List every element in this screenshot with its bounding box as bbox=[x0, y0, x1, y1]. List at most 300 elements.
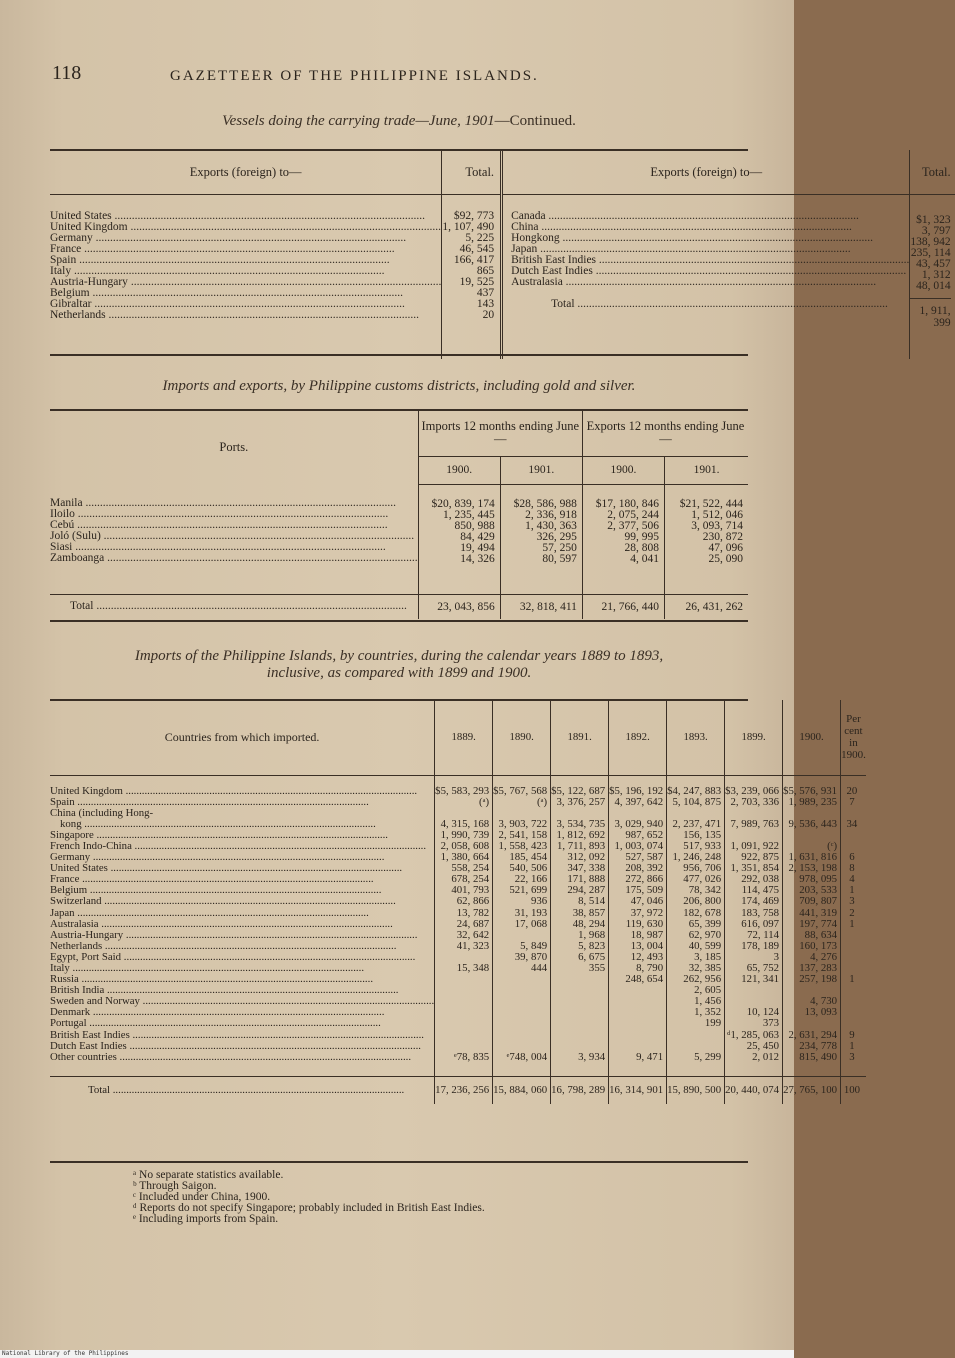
table3-row-country: United Kingdom ..... bbox=[50, 786, 434, 797]
table1-col2-header: Total. bbox=[442, 150, 502, 195]
table3-cell: 5, 823 bbox=[578, 939, 606, 952]
table2-exp-1901-header: 1901. bbox=[665, 456, 749, 484]
table3-cell: 2, 631, 294 bbox=[788, 1028, 838, 1041]
footnote-d: ᵈ Reports do not specify Singapore; probably included in British East Indies. bbox=[133, 1202, 485, 1214]
table3-col-1893 bbox=[667, 775, 725, 1076]
table3-cell: 1, 246, 248 bbox=[672, 851, 722, 864]
table3-cell: 558, 254 bbox=[451, 862, 490, 875]
table3-cell: 262, 956 bbox=[683, 973, 722, 986]
footnote-a: ᵃ No separate statistics available. bbox=[133, 1169, 284, 1181]
table1-row-country: China ..... bbox=[511, 222, 909, 233]
table2-cell: 25, 090 bbox=[708, 552, 743, 565]
table2-row-port: Iloilo ..... bbox=[50, 509, 418, 520]
table3-cell: 65, 752 bbox=[746, 962, 780, 974]
table3-cell: 171, 888 bbox=[567, 873, 606, 886]
table1-row-total: $1, 323 bbox=[916, 214, 951, 226]
table3-cell: $5, 122, 687 bbox=[551, 784, 606, 797]
table3-cell: 3, 376, 257 bbox=[556, 795, 606, 808]
table2-row-port: Zamboanga ..... bbox=[50, 553, 418, 564]
table3-cell: 6, 675 bbox=[578, 950, 606, 963]
table1-row-total: 235, 114 bbox=[910, 247, 951, 259]
table1-caption-italic: Vessels doing the carrying trade—June, 1901 bbox=[222, 113, 495, 129]
table3-cell: 294, 287 bbox=[567, 884, 606, 897]
footnote-b: ᵇ Through Saigon. bbox=[133, 1180, 217, 1192]
table2-imp-1901-col bbox=[500, 484, 582, 595]
table2-cell: 326, 295 bbox=[536, 530, 577, 543]
table3-cell bbox=[435, 1018, 489, 1029]
table3-cell bbox=[493, 1007, 547, 1018]
table3-total-1900: 27, 765, 100 bbox=[783, 1076, 841, 1104]
table3-row-country: British India ..... bbox=[50, 985, 434, 996]
table3-cell: 936 bbox=[530, 895, 548, 908]
table3-cell: 5, 104, 875 bbox=[672, 795, 722, 808]
table3-cell: 1, 812, 692 bbox=[556, 828, 606, 841]
table3-cell: 199 bbox=[704, 1017, 722, 1030]
table3-cell: 3, 934 bbox=[578, 1050, 606, 1063]
table3-cell: (ᶜ) bbox=[827, 839, 838, 852]
table3-cell: 3 bbox=[849, 895, 855, 908]
table3-row-country: British East Indies ..... bbox=[50, 1030, 434, 1041]
table3-cell: 160, 173 bbox=[799, 939, 838, 952]
table3-cell bbox=[493, 985, 547, 996]
table2-cell: 850, 988 bbox=[454, 519, 495, 532]
table1-row-total: 48, 014 bbox=[916, 280, 951, 292]
table3-cell: 1, 711, 893 bbox=[556, 839, 606, 852]
table3-row-country: Italy ..... bbox=[50, 963, 434, 974]
table3-cell: 40, 599 bbox=[688, 939, 722, 952]
table3-total-1893: 15, 890, 500 bbox=[667, 1076, 725, 1104]
table3-percent-header: Per cent in 1900. bbox=[841, 700, 866, 775]
table3-row-country: China (including Hong- bbox=[50, 806, 154, 819]
table2-exp-1901-col bbox=[665, 484, 749, 595]
table2-imports-header: Imports 12 months ending June— bbox=[418, 410, 582, 456]
table3-cell: 1, 989, 235 bbox=[788, 795, 838, 808]
table3-cell bbox=[609, 985, 663, 996]
table3-cell: 4, 315, 168 bbox=[440, 817, 490, 830]
table3-cell: 2, 153, 198 bbox=[788, 862, 838, 875]
table2-total-imp-1900: 23, 043, 856 bbox=[418, 595, 500, 619]
table3-cell: 32, 385 bbox=[688, 962, 722, 974]
table1-left-totals bbox=[442, 195, 502, 360]
table2-total-imp-1901: 32, 818, 411 bbox=[500, 595, 582, 619]
table3-cell bbox=[841, 1018, 863, 1029]
table2-row-port: Joló (Sulu) ..... bbox=[50, 531, 418, 542]
table1-caption bbox=[50, 113, 748, 130]
table3-cell: 39, 870 bbox=[514, 950, 548, 963]
table1-right-totals bbox=[910, 195, 955, 360]
table3-row-country: Egypt, Port Said ..... bbox=[50, 952, 434, 963]
table1-row-total: 20 bbox=[482, 309, 495, 321]
table3-year-1891-header: 1891. bbox=[551, 700, 609, 775]
table2-imp-1901-header: 1901. bbox=[500, 456, 582, 484]
table2-cell: 2, 336, 918 bbox=[525, 508, 577, 521]
table2-cell: 57, 250 bbox=[542, 541, 577, 554]
table3-cell: 521, 699 bbox=[509, 884, 548, 897]
table3-cell: 32, 642 bbox=[456, 928, 490, 941]
table3-cell: 312, 092 bbox=[567, 851, 606, 864]
table3-cell: 175, 509 bbox=[625, 884, 664, 897]
table3-cell: 62, 970 bbox=[688, 928, 722, 941]
table2-cell: 1, 430, 363 bbox=[525, 519, 577, 532]
table2-cell: $21, 522, 444 bbox=[679, 497, 743, 510]
table1-total-label: Total ..... bbox=[511, 299, 909, 310]
table3-cell: 88, 634 bbox=[804, 928, 838, 941]
table3-cell: 174, 469 bbox=[741, 895, 780, 908]
table1-row-total: 143 bbox=[476, 298, 495, 310]
table1-row-total: 437 bbox=[476, 287, 495, 299]
table3-cell bbox=[609, 1007, 663, 1018]
table3-total-1890: 15, 884, 060 bbox=[493, 1076, 551, 1104]
table1-row-total: 138, 942 bbox=[910, 236, 951, 248]
table3-year-1889-header: 1889. bbox=[435, 700, 493, 775]
table3-year-1893-header: 1893. bbox=[667, 700, 725, 775]
table3-country-header: Countries from which imported. bbox=[164, 729, 320, 744]
table1-row-total: 3, 797 bbox=[921, 225, 951, 237]
table2-exp-1900-header: 1900. bbox=[582, 456, 664, 484]
table3-cell: 65, 399 bbox=[688, 917, 722, 930]
table3-cell: ᵉ78, 835 bbox=[453, 1050, 490, 1063]
table3-cell: 355 bbox=[588, 962, 606, 974]
table3-cell bbox=[609, 1030, 663, 1041]
table2-cell: 2, 377, 506 bbox=[607, 519, 659, 532]
table2-exports-header: Exports 12 months ending June— bbox=[582, 410, 748, 456]
table3-row-country: France ..... bbox=[50, 874, 434, 885]
table3-cell bbox=[551, 985, 605, 996]
table3-cell: 616, 097 bbox=[741, 917, 780, 930]
table3-cell: 3 bbox=[773, 950, 780, 963]
table3-cell: (ᵃ) bbox=[479, 795, 490, 808]
table2-cell: 28, 808 bbox=[624, 541, 659, 554]
table3-cell: 13, 004 bbox=[630, 939, 664, 952]
table3-cell bbox=[493, 974, 547, 985]
table3-row-country: Other countries ..... bbox=[50, 1052, 434, 1063]
table3-cell: 183, 758 bbox=[741, 906, 780, 919]
table3-cell bbox=[783, 1018, 837, 1029]
table1-row-total: 865 bbox=[476, 265, 495, 277]
table2-row-port: Manila ..... bbox=[50, 498, 418, 509]
table3-cell: 4, 730 bbox=[810, 995, 838, 1008]
table1-col1-header: Exports (foreign) to— bbox=[50, 150, 442, 195]
table3-cell: 1, 990, 739 bbox=[440, 828, 490, 841]
table3-cell: 956, 706 bbox=[683, 862, 722, 875]
table1-bottom-rule bbox=[50, 354, 748, 356]
table1-row-country: Canada ..... bbox=[511, 211, 909, 222]
table3-cell: 24, 687 bbox=[456, 917, 490, 930]
table1-row-total: 1, 312 bbox=[921, 269, 951, 281]
table1-col4-header: Total. bbox=[910, 150, 955, 195]
table3-cell: 922, 875 bbox=[741, 851, 780, 864]
table3-cell: 1, 352 bbox=[694, 1006, 722, 1019]
table3-cell: 203, 533 bbox=[799, 884, 838, 897]
table3-cell: 78, 342 bbox=[688, 884, 722, 897]
table2-cell: 230, 872 bbox=[702, 530, 743, 543]
table3-cell: 9, 536, 443 bbox=[788, 817, 838, 830]
table3-cell: 72, 114 bbox=[747, 928, 780, 941]
table3-cell bbox=[609, 996, 663, 1007]
table3-cell: 1, 351, 854 bbox=[730, 862, 780, 875]
table3-cell: 987, 652 bbox=[625, 828, 664, 841]
table3-cell bbox=[435, 996, 489, 1007]
table3-row-country: Sweden and Norway ..... bbox=[50, 996, 434, 1007]
footnotes bbox=[133, 1170, 485, 1225]
table3-cell: 3, 185 bbox=[694, 950, 722, 963]
table3-row-country: Australasia ..... bbox=[50, 919, 434, 930]
table3-cell: 1 bbox=[849, 1039, 855, 1052]
table2-total-label: Total ..... bbox=[50, 595, 418, 619]
table3-cell: 206, 800 bbox=[683, 895, 722, 908]
table1-row-total: 1, 107, 490 bbox=[442, 221, 495, 233]
table3-cell: 9, 471 bbox=[636, 1050, 664, 1063]
table1-caption-plain: —Continued. bbox=[494, 113, 576, 129]
table1-row-country: Belgium ..... bbox=[50, 288, 441, 299]
table3-cell: $4, 247, 883 bbox=[667, 784, 722, 797]
table3-cell: 401, 793 bbox=[451, 884, 490, 897]
table3-row-country: United States ..... bbox=[50, 863, 434, 874]
table3-cell: 272, 866 bbox=[625, 873, 664, 886]
table3-cell bbox=[551, 1018, 605, 1029]
table3-cell: 2, 012 bbox=[752, 1050, 780, 1063]
table3-cell: 1, 003, 074 bbox=[614, 839, 664, 852]
table3-cell: 10, 124 bbox=[746, 1006, 780, 1019]
table3-year-1899-header: 1899. bbox=[725, 700, 783, 775]
table3-cell bbox=[435, 974, 489, 985]
table3-cell bbox=[667, 1030, 721, 1041]
table3-cell: 3, 534, 735 bbox=[556, 817, 606, 830]
table2-cell: 47, 096 bbox=[708, 541, 743, 554]
table3-bottom-rule bbox=[50, 1161, 748, 1163]
table3-cell: 2, 058, 608 bbox=[440, 839, 490, 852]
table2-cell: 19, 494 bbox=[460, 541, 495, 554]
table1-row-country: Spain ..... bbox=[50, 255, 441, 266]
table2-total-exp-1901: 26, 431, 262 bbox=[665, 595, 749, 619]
table3-cell: 48, 294 bbox=[572, 917, 606, 930]
table1-row-total: 5, 225 bbox=[465, 232, 495, 244]
table1-row-country: France ..... bbox=[50, 244, 441, 255]
table3-cell: 4, 397, 642 bbox=[614, 795, 664, 808]
table3-caption-line2: inclusive, as compared with 1899 and 1900. bbox=[266, 665, 532, 681]
library-credit: National Library of the Philippines bbox=[0, 1350, 794, 1358]
table3-col-1891 bbox=[551, 775, 609, 1076]
table3-cell: 208, 392 bbox=[625, 862, 664, 875]
table3-cell: (ᵃ) bbox=[536, 795, 548, 808]
table3-caption-line1: Imports of the Philippine Islands, by countries, during the calendar years 1889 to 1893, bbox=[134, 648, 664, 664]
table2-caption: Imports and exports, by Philippine customs districts, including gold and silver. bbox=[162, 378, 636, 394]
table1-left-names bbox=[50, 195, 442, 360]
table3-cell: 1, 456 bbox=[694, 995, 722, 1008]
table3-col-1899 bbox=[725, 775, 783, 1076]
table3-cell: 1, 968 bbox=[578, 928, 606, 941]
table1-right-names bbox=[502, 195, 910, 360]
table3-cell: 5, 849 bbox=[520, 939, 548, 952]
table3-year-1892-header: 1892. bbox=[609, 700, 667, 775]
table3-cell: 22, 166 bbox=[514, 873, 548, 886]
table3-cell bbox=[435, 1007, 489, 1018]
table1-row-total: 19, 525 bbox=[459, 276, 495, 288]
table3-cell: 156, 135 bbox=[683, 828, 722, 841]
table3-total-1899: 20, 440, 074 bbox=[725, 1076, 783, 1104]
table3-row-country: Singapore ..... bbox=[50, 830, 434, 841]
table1-row-country: Gibraltar ..... bbox=[50, 299, 441, 310]
table3-cell: 31, 193 bbox=[514, 906, 548, 919]
table3-cell: $5, 767, 568 bbox=[493, 784, 548, 797]
table3-cell: 2, 541, 158 bbox=[498, 828, 548, 841]
table3-cell: 2, 605 bbox=[694, 984, 722, 997]
table3-total-1891: 16, 798, 289 bbox=[551, 1076, 609, 1104]
table3-cell: 540, 506 bbox=[509, 862, 548, 875]
table2-cell: 80, 597 bbox=[542, 552, 577, 565]
table3-cell bbox=[435, 985, 489, 996]
table3-cell: 7, 989, 763 bbox=[730, 817, 780, 830]
table3-cell: 3, 029, 940 bbox=[614, 817, 664, 830]
table3-row-country: Denmark ..... bbox=[50, 1007, 434, 1018]
table3-cell: 1, 091, 922 bbox=[730, 839, 780, 852]
table3-cell: 37, 972 bbox=[630, 906, 664, 919]
table3-row-country: Switzerland ..... bbox=[50, 896, 434, 907]
table3-cell: 527, 587 bbox=[625, 851, 664, 864]
table1-row-country: Netherlands ..... bbox=[50, 310, 441, 321]
table3-cell: 13, 093 bbox=[804, 1006, 838, 1019]
table2-exp-1900-col bbox=[582, 484, 664, 595]
table3-cell: 119, 630 bbox=[625, 917, 664, 930]
page-number: 118 bbox=[52, 62, 82, 84]
table3-cell: 8, 514 bbox=[578, 895, 606, 908]
table3-cell: 121, 341 bbox=[741, 973, 780, 986]
table2-cell: $28, 586, 988 bbox=[513, 497, 577, 510]
table1-row-country: Australasia ..... bbox=[511, 277, 909, 288]
table1-row-total: 46, 545 bbox=[459, 243, 495, 255]
table1-col3-header: Exports (foreign) to— bbox=[502, 150, 910, 195]
table3-total-1889: 17, 236, 256 bbox=[435, 1076, 493, 1104]
table2-cell: 84, 429 bbox=[460, 530, 495, 543]
table3-cell bbox=[551, 974, 605, 985]
table3-total-1892: 16, 314, 901 bbox=[609, 1076, 667, 1104]
table1-row-country: British East Indies ..... bbox=[511, 255, 909, 266]
table3-cell: 1, 558, 423 bbox=[498, 839, 548, 852]
table3-total-label: Total ..... bbox=[50, 1076, 435, 1104]
table3-cell: 248, 654 bbox=[625, 973, 664, 986]
table2-cell: $20, 839, 174 bbox=[431, 497, 495, 510]
table3-cell: 6 bbox=[849, 851, 855, 864]
table3-cell: 678, 254 bbox=[451, 873, 490, 886]
table3-cell bbox=[493, 1030, 547, 1041]
table3-cell: 3, 903, 722 bbox=[498, 817, 548, 830]
table2-row-port: Cebú ..... bbox=[50, 520, 418, 531]
table3-cell bbox=[609, 1018, 663, 1029]
table3-row-country: Germany ..... bbox=[50, 852, 434, 863]
running-title: GAZETTEER OF THE PHILIPPINE ISLANDS. bbox=[170, 68, 539, 84]
table3-row-country: Austria-Hungary ..... bbox=[50, 930, 434, 941]
table1-row-total: 166, 417 bbox=[453, 254, 495, 266]
table3-cell: 38, 857 bbox=[572, 906, 606, 919]
table3-col-1890 bbox=[493, 775, 551, 1076]
table3-col-percent bbox=[841, 775, 866, 1076]
table3-cell: 12, 493 bbox=[630, 950, 664, 963]
table3-cell: 9 bbox=[849, 1028, 855, 1041]
table3-cell: 709, 807 bbox=[799, 895, 838, 908]
table3-cell: 17, 068 bbox=[514, 917, 548, 930]
table1-row-country: Dutch East Indies ..... bbox=[511, 266, 909, 277]
table1-row-country: Germany ..... bbox=[50, 233, 441, 244]
table3-cell bbox=[551, 1007, 605, 1018]
table3-cell: 815, 490 bbox=[799, 1050, 838, 1063]
table1-row-country: Italy ..... bbox=[50, 266, 441, 277]
table3-cell: 13, 782 bbox=[456, 906, 490, 919]
table3-cell: $3, 239, 066 bbox=[725, 784, 780, 797]
table1-row-total: $92, 773 bbox=[453, 210, 495, 222]
table3-year-1890-header: 1890. bbox=[493, 700, 551, 775]
table3-row-country: French Indo-China ..... bbox=[50, 841, 434, 852]
table3-cell bbox=[551, 1030, 605, 1041]
table1-row-country: United States ..... bbox=[50, 211, 441, 222]
table3-cell: 2, 237, 471 bbox=[672, 817, 722, 830]
table3-cell bbox=[493, 1018, 547, 1029]
table3-cell: 373 bbox=[762, 1017, 780, 1030]
table3-caption bbox=[50, 648, 748, 682]
table3-cell: 234, 778 bbox=[799, 1039, 838, 1052]
table3-cell: 441, 319 bbox=[799, 906, 838, 919]
table3-cell: 3 bbox=[849, 1050, 855, 1063]
table3-cell: 1 bbox=[849, 917, 855, 930]
table2-cell: 3, 093, 714 bbox=[691, 519, 743, 532]
table3-cell: 347, 338 bbox=[567, 862, 606, 875]
table3-row-country: Japan ..... bbox=[50, 908, 434, 919]
table2-bottom-rule bbox=[50, 620, 748, 622]
table3-col-1889 bbox=[435, 775, 493, 1076]
table1-grand-total: 1, 911, 399 bbox=[910, 298, 950, 329]
table2-cell: 1, 235, 445 bbox=[443, 508, 495, 521]
table3-row-country: Portugal ..... bbox=[50, 1018, 434, 1029]
table3-cell bbox=[725, 985, 779, 996]
table3-cell: 20 bbox=[846, 784, 858, 797]
table3-cell: 18, 987 bbox=[630, 928, 664, 941]
table3-cell: ᵉ748, 004 bbox=[506, 1050, 548, 1063]
table3-cell: 1 bbox=[849, 884, 855, 897]
table2-cell: 4, 041 bbox=[630, 552, 659, 565]
table3-cell: 25, 450 bbox=[746, 1039, 780, 1052]
table1-row-total: 43, 457 bbox=[916, 258, 951, 270]
table3-cell: 978, 095 bbox=[799, 873, 838, 886]
table3-cell: 34 bbox=[846, 817, 858, 830]
table3-cell: 4, 276 bbox=[810, 950, 838, 963]
table3-cell: $5, 583, 293 bbox=[435, 784, 490, 797]
table2-cell: $17, 180, 846 bbox=[595, 497, 659, 510]
table2-row-port: Siasi ..... bbox=[50, 542, 418, 553]
table3-row-country: Dutch East Indies ..... bbox=[50, 1041, 434, 1052]
table3-cell: 47, 046 bbox=[630, 895, 664, 908]
table1-row-country: Austria-Hungary ..... bbox=[50, 277, 441, 288]
table2-imp-1900-col bbox=[418, 484, 500, 595]
table1 bbox=[50, 150, 955, 359]
table3-cell: 182, 678 bbox=[683, 906, 722, 919]
table2-total-exp-1900: 21, 766, 440 bbox=[582, 595, 664, 619]
table3-cell: 444 bbox=[530, 962, 548, 974]
table3-cell: 114, 475 bbox=[741, 884, 780, 897]
table3-row-country: Spain ..... bbox=[50, 797, 434, 808]
table3-cell: 517, 933 bbox=[683, 839, 722, 852]
table3-year-1900-header: 1900. bbox=[783, 700, 841, 775]
table3-cell: 41, 323 bbox=[456, 939, 490, 952]
table3-cell: 257, 198 bbox=[799, 973, 838, 986]
footnote-e: ᵉ Including imports from Spain. bbox=[133, 1213, 279, 1225]
table3-country-names bbox=[50, 775, 435, 1076]
table2-cell: 1, 512, 046 bbox=[691, 508, 743, 521]
table3-cell: 8 bbox=[849, 862, 855, 875]
table3-cell: 7 bbox=[849, 795, 855, 808]
table3-cell: 137, 283 bbox=[799, 962, 838, 974]
table3-cell: 15, 348 bbox=[456, 962, 490, 974]
table2-cell: 14, 326 bbox=[460, 552, 495, 565]
table3-cell: ᵈ1, 285, 063 bbox=[727, 1028, 780, 1041]
